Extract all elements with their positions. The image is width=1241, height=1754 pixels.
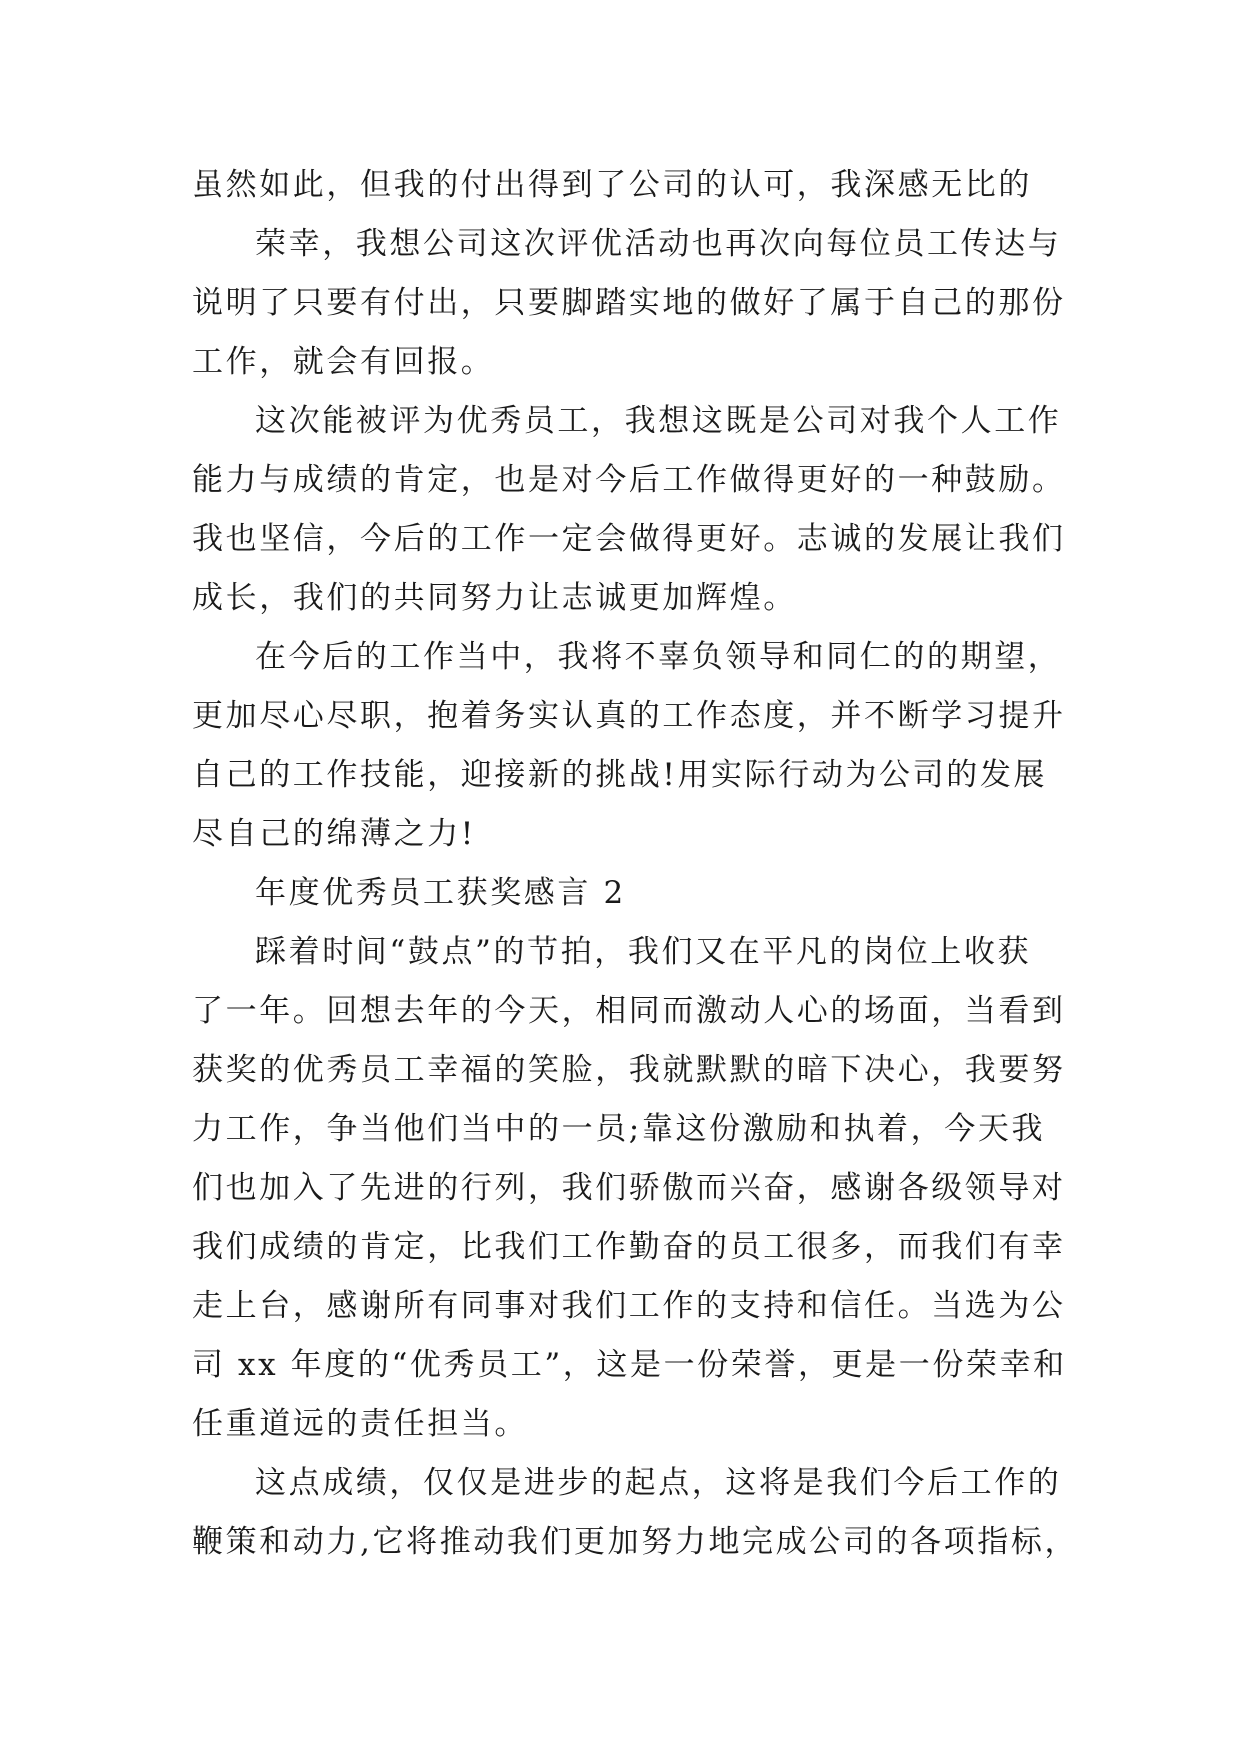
text-line: 力工作，争当他们当中的一员;靠这份激励和执着，今天我 <box>192 1111 1046 1147</box>
text-line: 虽然如此，但我的付出得到了公司的认可，我深感无比的 <box>192 167 1032 203</box>
text-line: 荣幸，我想公司这次评优活动也再次向每位员工传达与 <box>255 226 1062 262</box>
text-line: 鞭策和动力,它将推动我们更加努力地完成公司的各项指标， <box>192 1524 1079 1560</box>
text-line: 我们成绩的肯定，比我们工作勤奋的员工很多，而我们有幸 <box>192 1229 1066 1265</box>
text-line: 我也坚信，今后的工作一定会做得更好。志诚的发展让我们 <box>192 521 1066 557</box>
text-line: 成长，我们的共同努力让志诚更加辉煌。 <box>192 580 797 616</box>
text-line: 获奖的优秀员工幸福的笑脸，我就默默的暗下决心，我要努 <box>192 1052 1066 1088</box>
text-line: 尽自己的绵薄之力! <box>192 816 476 852</box>
text-line: 任重道远的责任担当。 <box>192 1406 528 1442</box>
text-line: 司 xx 年度的“优秀员工”，这是一份荣誉，更是一份荣幸和 <box>192 1347 1067 1383</box>
text-line: 这次能被评为优秀员工，我想这既是公司对我个人工作 <box>255 403 1062 439</box>
text-line: 更加尽心尽职，抱着务实认真的工作态度，并不断学习提升 <box>192 698 1066 734</box>
section-heading: 年度优秀员工获奖感言 2 <box>255 875 626 911</box>
text-line: 工作，就会有回报。 <box>192 344 495 380</box>
text-line: 自己的工作技能，迎接新的挑战!用实际行动为公司的发展 <box>192 757 1048 793</box>
text-line: 在今后的工作当中，我将不辜负领导和同仁的的期望， <box>255 639 1062 675</box>
text-line: 了一年。回想去年的今天，相同而激动人心的场面，当看到 <box>192 993 1066 1029</box>
text-line: 说明了只要有付出，只要脚踏实地的做好了属于自己的那份 <box>192 285 1066 321</box>
text-line: 能力与成绩的肯定，也是对今后工作做得更好的一种鼓励。 <box>192 462 1066 498</box>
text-line: 们也加入了先进的行列，我们骄傲而兴奋，感谢各级领导对 <box>192 1170 1066 1206</box>
text-line: 这点成绩，仅仅是进步的起点，这将是我们今后工作的 <box>255 1465 1062 1501</box>
text-line: 走上台，感谢所有同事对我们工作的支持和信任。当选为公 <box>192 1288 1066 1324</box>
text-line: 踩着时间“鼓点”的节拍，我们又在平凡的岗位上收获 <box>255 934 1032 970</box>
